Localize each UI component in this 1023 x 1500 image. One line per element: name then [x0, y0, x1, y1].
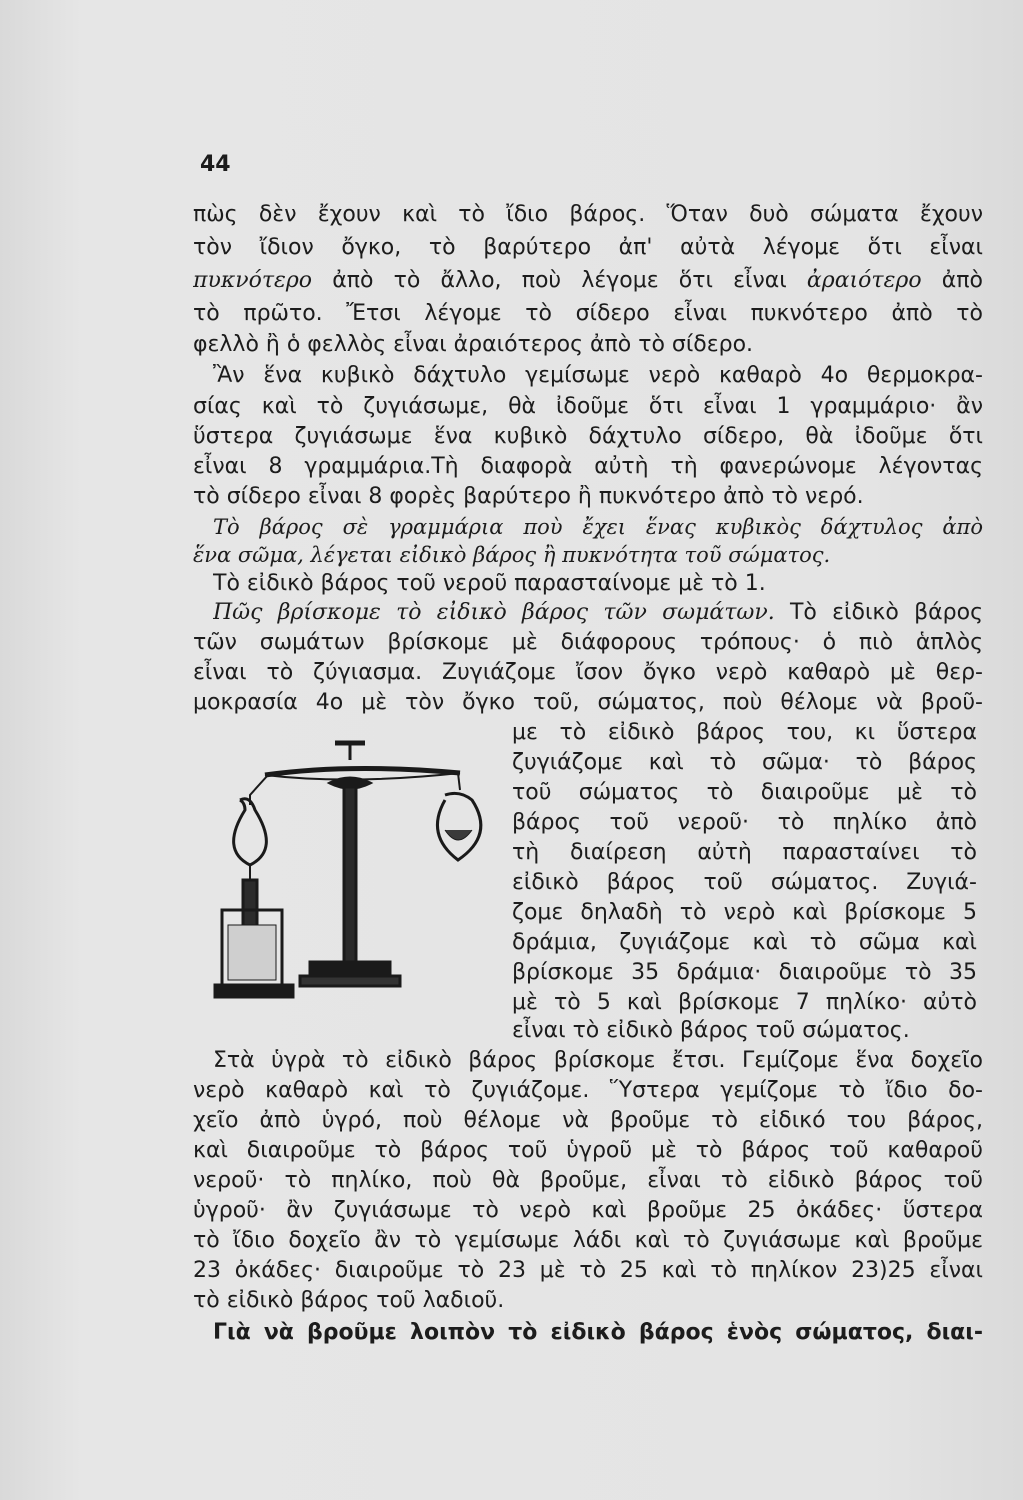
text-line: δράμια, ζυγιάζομε καὶ τὸ σῶμα καὶ — [512, 930, 977, 955]
italic-term: πυκνότερο — [193, 268, 313, 293]
text-line: τὸ σίδερο εἶναι 8 φορὲς βαρύτερο ἢ πυκνότερο ἀπὸ τὸ νερό. — [193, 484, 864, 509]
text-line: σίας καὶ τὸ ζυγιάσωμε, θὰ ἰδοῦμε ὅτι εἶναι 1 γραμμάριο· ἂν — [193, 394, 983, 419]
text-line: εἶναι τὸ εἰδικὸ βάρος τοῦ σώματος. — [512, 1018, 910, 1043]
text-segment: Τὸ εἰδικὸ βάρος — [774, 600, 983, 625]
text-line: βρίσκομε 35 δράμια· διαιροῦμε τὸ 35 — [512, 960, 977, 985]
italic-term: ἀραιότερο — [806, 268, 922, 293]
text-line: εἶναι τὸ ζύγιασμα. Ζυγιάζομε ἴσον ὄγκο νερὸ καθαρὸ μὲ θερ- — [193, 660, 983, 685]
text-line: ζομε δηλαδὴ τὸ νερὸ καὶ βρίσκομε 5 — [512, 900, 977, 925]
italic-heading: Πῶς βρίσκομε τὸ εἰδικὸ βάρος τῶν σωμάτων. — [213, 600, 775, 625]
text-line: νεροῦ· τὸ πηλίκο, ποὺ θὰ βροῦμε, εἶναι τὸ εἰδικὸ βάρος τοῦ — [193, 1168, 983, 1193]
text-line — [193, 266, 983, 296]
text-line: ὕστερα ζυγιάσωμε ἕνα κυβικὸ δάχτυλο σίδερο, θὰ ἰδοῦμε ὅτι — [193, 424, 983, 449]
text-line: τοῦ σώματος τὸ διαιροῦμε μὲ τὸ — [512, 780, 977, 805]
text-line: μοκρασία 4ο μὲ τὸν ὄγκο τοῦ, σώματος, ποὺ θέλομε νὰ βροῦ- — [193, 690, 983, 715]
text-line — [213, 598, 983, 628]
text-line: χεῖο ἀπὸ ὑγρό, ποὺ θέλομε νὰ βροῦμε τὸ εἰδικό του βάρος, — [193, 1108, 983, 1133]
text-line: βάρος τοῦ νεροῦ· τὸ πηλίκο ἀπὸ — [512, 810, 977, 835]
text-line: τὴ διαίρεση αὐτὴ παρασταίνει τὸ — [512, 840, 977, 865]
hydrostatic-balance-illustration — [210, 735, 500, 1020]
text-line: τὸν ἴδιον ὄγκο, τὸ βαρύτερο ἀπ' αὐτὰ λέγομε ὅτι εἶναι — [193, 235, 983, 260]
text-line: τὸ πρῶτο. Ἔτσι λέγομε τὸ σίδερο εἶναι πυκνότερο ἀπὸ τὸ — [193, 301, 983, 326]
text-line: εἰδικὸ βάρος τοῦ σώματος. Ζυγιά- — [512, 870, 977, 895]
text-line: πὼς δὲν ἔχουν καὶ τὸ ἴδιο βάρος. Ὅταν δυὸ σώματα ἔχουν — [193, 202, 983, 227]
text-line: 23 ὀκάδες· διαιροῦμε τὸ 23 μὲ τὸ 25 καὶ τὸ πηλίκον 23)25 εἶναι — [193, 1258, 983, 1283]
text-line: Ἂν ἕνα κυβικὸ δάχτυλο γεμίσωμε νερὸ καθαρὸ 4ο θερμοκρα- — [213, 363, 983, 388]
text-segment: ἀπὸ — [921, 268, 983, 293]
text-line-italic: ἕνα σῶμα, λέγεται εἰδικὸ βάρος ἢ πυκνότητα τοῦ σώματος. — [193, 543, 831, 567]
text-line: με τὸ εἰδικὸ βάρος του, κι ὕστερα — [512, 720, 977, 745]
text-line: τὸ εἰδικὸ βάρος τοῦ λαδιοῦ. — [193, 1288, 505, 1313]
text-line: ὑγροῦ· ἂν ζυγιάσωμε τὸ νερὸ καὶ βροῦμε 25 ὀκάδες· ὕστερα — [193, 1198, 983, 1223]
text-line-italic: Τὸ βάρος σὲ γραμμάρια ποὺ ἔχει ἕνας κυβικὸς δάχτυλος ἀπὸ — [213, 515, 983, 539]
text-line: μὲ τὸ 5 καὶ βρίσκομε 7 πηλίκο· αὐτὸ — [512, 990, 977, 1015]
text-line: καὶ διαιροῦμε τὸ βάρος τοῦ ὑγροῦ μὲ τὸ βάρος τοῦ καθαροῦ — [193, 1138, 983, 1163]
text-line: φελλὸ ἢ ὁ φελλὸς εἶναι ἀραιότερος ἀπὸ τὸ σίδερο. — [193, 332, 754, 357]
text-segment: ἀπὸ τὸ ἄλλο, ποὺ λέγομε ὅτι εἶναι — [312, 268, 807, 293]
page-number: 44 — [200, 152, 231, 177]
text-line: τῶν σωμάτων βρίσκομε μὲ διάφορους τρόπους· ὁ πιὸ ἁπλὸς — [193, 630, 983, 655]
text-line: Στὰ ὑγρὰ τὸ εἰδικὸ βάρος βρίσκομε ἔτσι. Γεμίζομε ἕνα δοχεῖο — [213, 1048, 983, 1073]
text-line: εἶναι 8 γραμμάρια.Τὴ διαφορὰ αὐτὴ τὴ φανερώνομε λέγοντας — [193, 454, 983, 479]
text-line: τὸ ἴδιο δοχεῖο ἂν τὸ γεμίσωμε λάδι καὶ τὸ ζυγιάσωμε καὶ βροῦμε — [193, 1228, 983, 1253]
text-line-bold: Γιὰ νὰ βροῦμε λοιπὸν τὸ εἰδικὸ βάρος ἑνὸς σώματος, διαι- — [213, 1320, 983, 1345]
text-line: νερὸ καθαρὸ καὶ τὸ ζυγιάζομε. Ὕστερα γεμίζομε τὸ ἴδιο δο- — [193, 1078, 983, 1103]
text-line: ζυγιάζομε καὶ τὸ σῶμα· τὸ βάρος — [512, 750, 977, 775]
text-line: Τὸ εἰδικὸ βάρος τοῦ νεροῦ παρασταίνομε μὲ τὸ 1. — [213, 571, 766, 596]
